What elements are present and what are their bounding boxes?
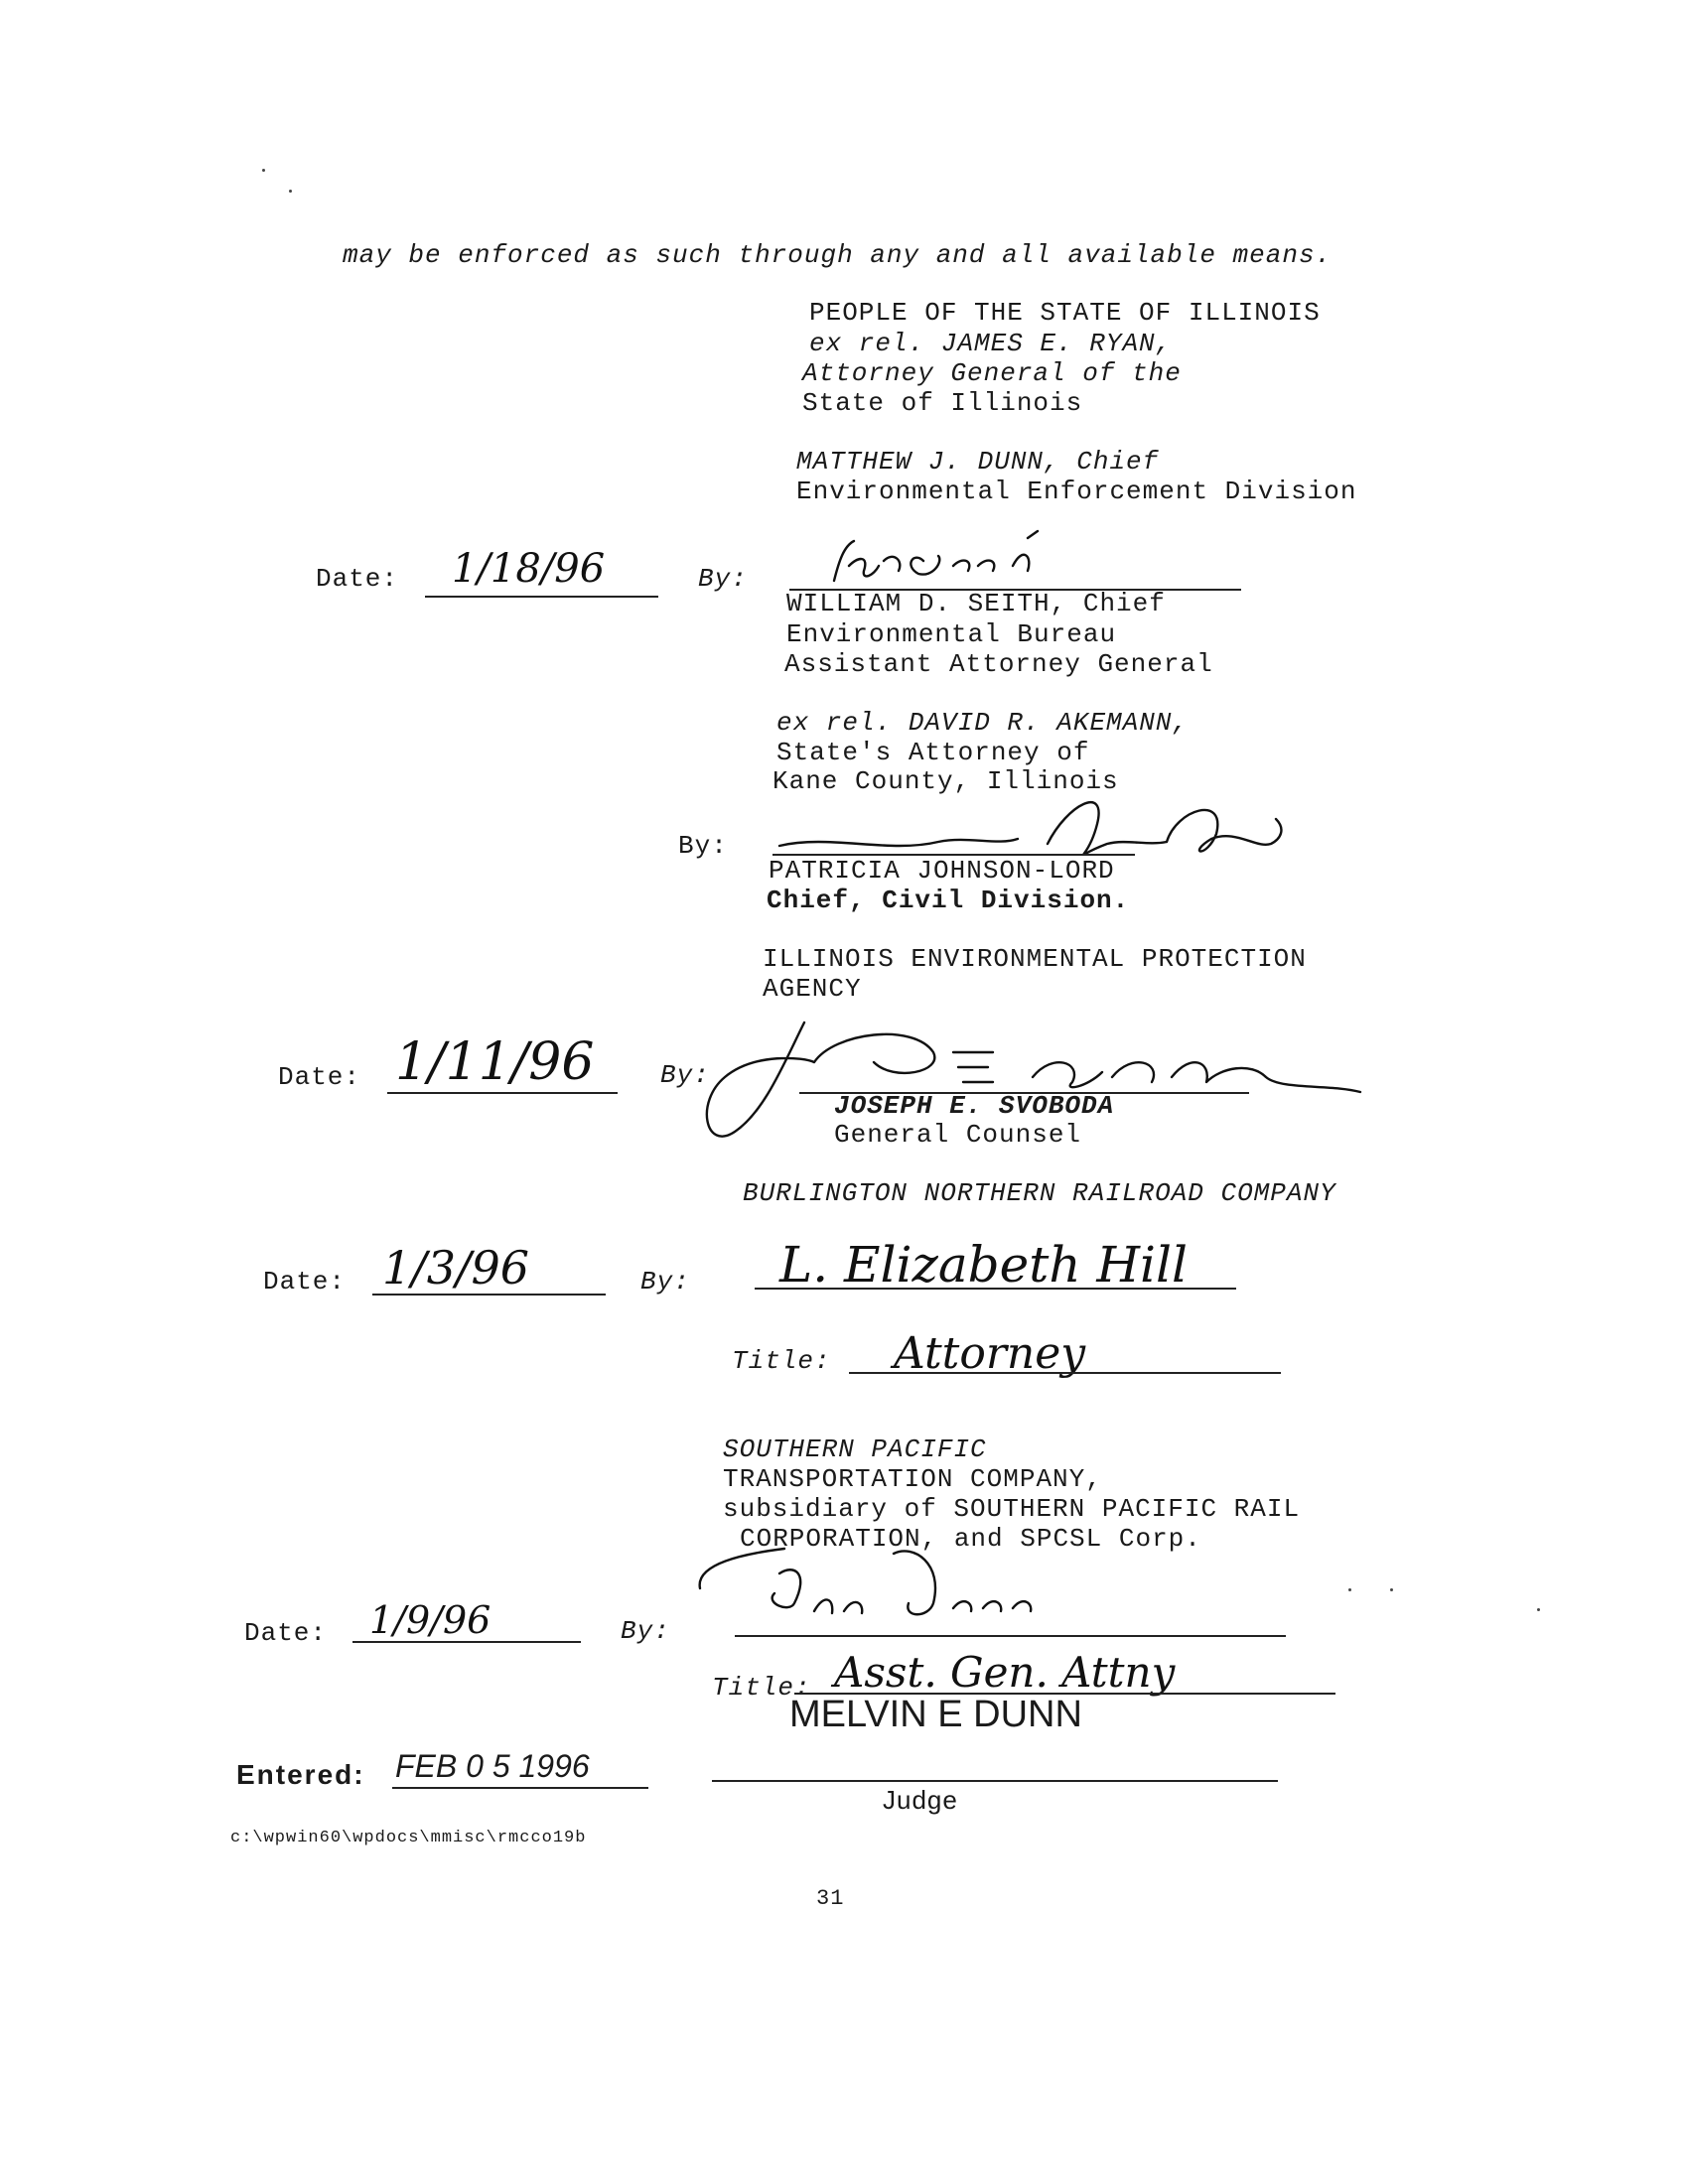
- scan-speck: [1537, 1608, 1540, 1611]
- handwritten-title: Attorney: [894, 1328, 1086, 1379]
- judge-line: [712, 1780, 1278, 1782]
- entered-label: Entered:: [236, 1759, 365, 1790]
- date-label: Date:: [263, 1267, 347, 1297]
- signature-seith: [814, 526, 1092, 596]
- signer-title-1: Environmental Bureau: [786, 619, 1117, 649]
- handwritten-date: 1/9/96: [369, 1598, 491, 1642]
- agency-line-2: AGENCY: [763, 974, 862, 1004]
- signature-hill: L. Elizabeth Hill: [779, 1236, 1188, 1294]
- judge-label: Judge: [883, 1785, 958, 1815]
- people-line-2: ex rel. JAMES E. RYAN,: [809, 329, 1173, 358]
- handwritten-date: 1/11/96: [395, 1032, 595, 1092]
- signature-line: [735, 1635, 1286, 1637]
- date-label: Date:: [316, 564, 399, 594]
- signer-name: WILLIAM D. SEITH, Chief: [786, 589, 1166, 618]
- state-attorney-line-3: Kane County, Illinois: [772, 766, 1119, 796]
- entered-line: [392, 1787, 648, 1789]
- people-line-6: Environmental Enforcement Division: [796, 477, 1357, 506]
- state-attorney-line-1: ex rel. DAVID R. AKEMANN,: [776, 708, 1190, 738]
- by-label: By:: [678, 831, 728, 861]
- page-number: 31: [816, 1886, 845, 1911]
- date-label: Date:: [278, 1062, 361, 1092]
- name-stamp: MELVIN E DUNN: [789, 1694, 1082, 1735]
- handwritten-date: 1/18/96: [452, 546, 606, 592]
- scan-speck: [1348, 1588, 1351, 1591]
- signer-title: General Counsel: [834, 1120, 1082, 1150]
- file-path: c:\wpwin60\wpdocs\mmisc\rmcco19b: [230, 1829, 587, 1847]
- date-label: Date:: [244, 1618, 328, 1648]
- company-line-4: CORPORATION, and SPCSL Corp.: [740, 1524, 1201, 1554]
- state-attorney-line-2: State's Attorney of: [776, 738, 1090, 767]
- date-line: [352, 1641, 581, 1643]
- people-line-4: State of Illinois: [802, 388, 1083, 418]
- entered-stamp: FEB 0 5 1996: [395, 1748, 590, 1784]
- by-label: By:: [640, 1267, 690, 1297]
- date-line: [387, 1092, 618, 1094]
- signer-name: JOSEPH E. SVOBODA: [834, 1091, 1115, 1121]
- signer-name: PATRICIA JOHNSON-LORD: [769, 856, 1115, 886]
- company-line-2: TRANSPORTATION COMPANY,: [723, 1464, 1102, 1494]
- by-label: By:: [660, 1060, 710, 1090]
- company-name: BURLINGTON NORTHERN RAILROAD COMPANY: [743, 1178, 1336, 1208]
- signature-dunn: [685, 1534, 1102, 1643]
- agency-line-1: ILLINOIS ENVIRONMENTAL PROTECTION: [763, 944, 1307, 974]
- signature-line: [755, 1288, 1236, 1290]
- date-line: [372, 1294, 606, 1296]
- company-line-3: subsidiary of SOUTHERN PACIFIC RAIL: [723, 1494, 1301, 1524]
- people-line-1: PEOPLE OF THE STATE OF ILLINOIS: [809, 298, 1321, 328]
- signature-svoboda: [695, 983, 1370, 1181]
- scan-speck: [262, 169, 265, 172]
- people-line-5: MATTHEW J. DUNN, Chief: [796, 447, 1160, 477]
- intro-line: may be enforced as such through any and all available means.: [343, 240, 1333, 270]
- title-label: Title:: [712, 1673, 811, 1703]
- by-label: By:: [698, 564, 748, 594]
- date-line: [425, 596, 658, 598]
- handwritten-date: 1/3/96: [382, 1241, 530, 1295]
- title-line: [849, 1372, 1281, 1374]
- company-line-1: SOUTHERN PACIFIC: [723, 1434, 987, 1464]
- scan-speck: [1390, 1588, 1393, 1591]
- title-label: Title:: [732, 1346, 831, 1376]
- signer-title: Chief, Civil Division.: [767, 886, 1130, 915]
- signer-title-2: Assistant Attorney General: [784, 649, 1213, 679]
- handwritten-title: Asst. Gen. Attny: [834, 1648, 1176, 1697]
- people-line-3: Attorney General of the: [802, 358, 1182, 388]
- by-label: By:: [621, 1616, 670, 1646]
- scan-speck: [289, 190, 292, 193]
